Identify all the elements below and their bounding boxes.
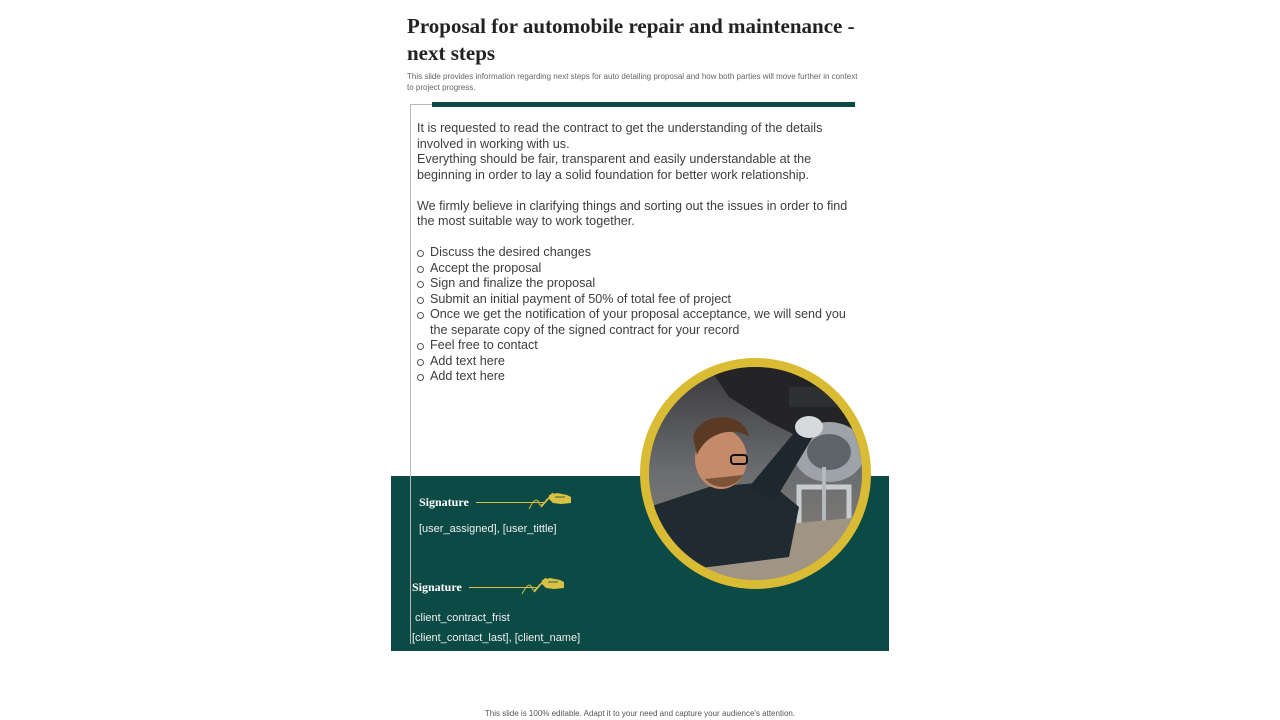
paragraph-gap: [417, 183, 865, 199]
step-text: Submit an initial payment of 50% of total fee of project: [430, 291, 732, 306]
bullet-icon: [417, 374, 424, 381]
step-text: Add text here: [430, 369, 505, 383]
bullet-icon: [417, 297, 424, 304]
signature-label: Signature: [419, 495, 469, 509]
mechanic-photo: [649, 367, 862, 580]
step-text: Accept the proposal: [430, 260, 542, 275]
bullet-icon: [417, 359, 424, 366]
accent-bar: [432, 102, 855, 107]
next-steps-list: [417, 245, 865, 385]
paragraph-gap: [417, 230, 865, 246]
frame-left-line: [410, 104, 411, 644]
intro-paragraph-1: It is requested to read the contract to get the understanding of the details involved in working with us.: [417, 121, 823, 151]
list-item: [417, 276, 865, 292]
client-signature-fields[interactable]: [client_contact_last], [client_name]: [412, 632, 581, 644]
bullet-icon: [417, 312, 424, 319]
frame-top-line: [410, 104, 432, 105]
step-text: Feel free to contact: [430, 338, 538, 352]
provider-signature-fields[interactable]: [user_assigned], [user_tittle]: [419, 523, 557, 535]
step-text: Add text here: [430, 353, 505, 368]
intro-paragraph-2: Everything should be fair, transparent and easily understandable at the beginning in order to lay a solid foundation for better work relationship.: [417, 152, 812, 182]
step-text: Discuss the desired changes: [430, 245, 592, 259]
list-item: [417, 292, 865, 308]
client-signature-block: [412, 572, 580, 645]
step-text: Once we get the notification of your proposal acceptance, we will send you the separate copy of the signed contract for your record: [430, 307, 846, 337]
step-text: Sign and finalize the proposal: [430, 276, 596, 290]
page-title: Proposal for automobile repair and maintenance - next steps: [407, 14, 855, 65]
signature-label: Signature: [412, 580, 462, 594]
pen-in-hand-icon: [520, 572, 566, 603]
proposal-body: [417, 121, 865, 385]
client-first-name-field[interactable]: client_contract_frist: [415, 612, 510, 624]
bullet-icon: [417, 250, 424, 257]
pen-in-hand-icon: [527, 487, 573, 518]
intro-paragraph-3: We firmly believe in clarifying things and sorting out the issues in order to find the most suitable way to work together.: [417, 198, 848, 228]
provider-signature-block: [419, 487, 573, 536]
page-subtitle: This slide provides information regarding next steps for auto detailing proposal and how both parties will move further in context to project progress.: [407, 72, 858, 92]
list-item: [417, 245, 865, 261]
bullet-icon: [417, 266, 424, 273]
list-item: [417, 261, 865, 277]
bullet-icon: [417, 343, 424, 350]
list-item: [417, 338, 865, 354]
list-item: [417, 307, 860, 338]
footer-note: This slide is 100% editable. Adapt it to your need and capture your audience's attention.: [484, 709, 796, 718]
bullet-icon: [417, 281, 424, 288]
